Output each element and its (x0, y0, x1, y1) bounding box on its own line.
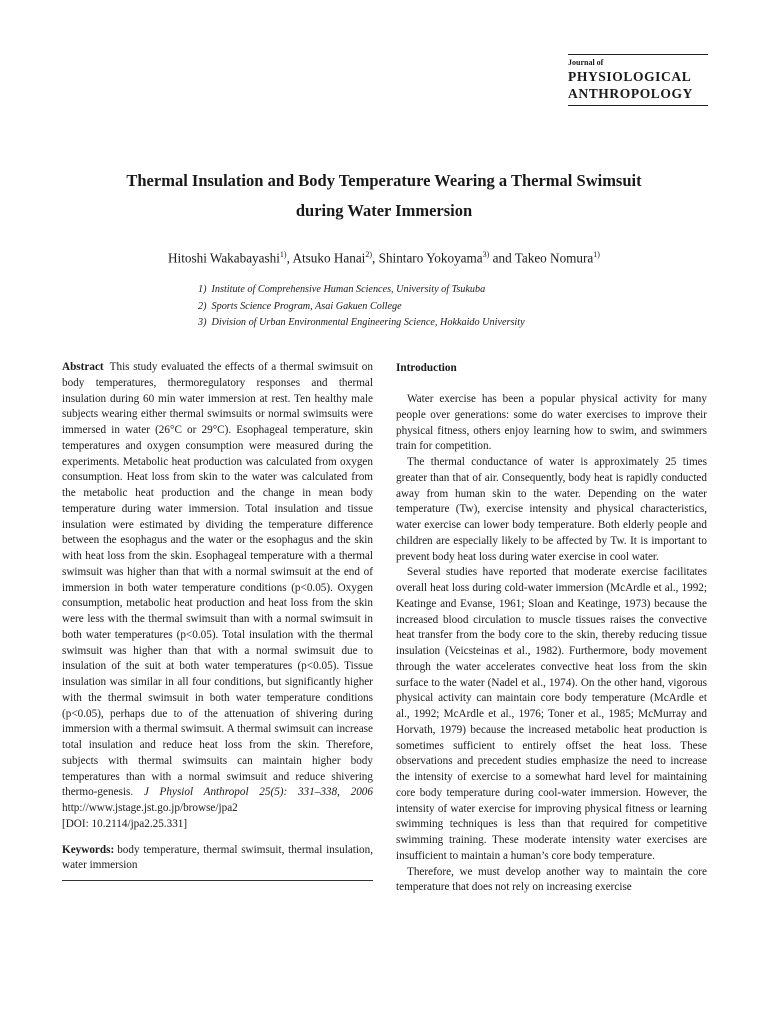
introduction-heading: Introduction (396, 362, 457, 374)
author-separator: , (286, 250, 293, 266)
author-affiliation-marker: 1) (279, 250, 287, 259)
author-affiliation-marker: 1) (593, 250, 600, 259)
affiliation-text: Sports Science Program, Asai Gakuen College (211, 300, 402, 312)
journal-url-link[interactable]: http://www.jstage.jst.go.jp/browse/jpa2 (62, 802, 238, 814)
journal-citation: J Physiol Anthropol 25(5): 331–338, 2006 (143, 786, 373, 799)
journal-prefix: Journal of (568, 58, 604, 67)
author-list (60, 246, 708, 267)
paper-title-line1: Thermal Insulation and Body Temperature Wearing a Thermal Swimsuit (126, 171, 642, 190)
introduction-paragraph: Therefore, we must develop another way to maintain the core temperature that does not rely on increasing exercise (396, 865, 707, 894)
author-name: Atsuko Hanai (292, 250, 366, 266)
abstract-body: This study evaluated the effects of a thermal swimsuit on body temperatures, thermoregulatory responses and thermal insulation during 60 min water immersion at rest. Ten healthy male subjects wearing either thermal swimsuits or normal swimsuits were immersed in water (26°C or 29°C). Esophageal temperature, skin temperatures and oxygen consumption were measured during the experiments. Metabolic heat production was calculated from oxygen consumption. Heat loss from skin to the water was calculated from the metabolic heat production and the change in mean body temperature during water immersion. Total insulation and tissue insulation were estimated by dividing the temperature difference between the esophagus and the water or the esophagus and the skin with heat loss from the skin. Esophageal temperature with a thermal swimsuit was higher than that with a normal swimsuit at the end of immersion in both water temperature conditions (p<0.05). Oxygen consumption, metabolic heat production and heat loss from the skin were less with the thermal swimsuit than with a normal swimsuit in both water temperatures (p<0.05). Total insulation with the thermal swimsuit was higher than that with a normal swimsuit due to insulation of the suit at both water temperatures (p<0.05). Tissue insulation was similar in all four conditions, but significantly higher with the thermal swimsuit in both water temperature conditions (p<0.05), perhaps due to of the attenuation of shivering during immersion with a thermal swimsuit. A thermal swimsuit can increase total insulation and reduce heat loss from the skin. Therefore, subjects with thermal swimsuits can maintain higher body temperatures than with a normal swimsuit and reduce shivering thermo-genesis. (62, 361, 373, 799)
journal-rule-bottom (568, 105, 708, 106)
affiliation-number: 1) (198, 284, 207, 295)
affiliation-list (198, 282, 678, 332)
journal-rule-top (568, 54, 708, 55)
author-affiliation-marker: 2) (365, 250, 373, 259)
affiliation-number: 3) (198, 317, 207, 328)
journal-name-line1: PHYSIOLOGICAL (568, 69, 692, 84)
abstract-block (62, 360, 373, 833)
paper-title-line2: during Water Immersion (295, 201, 473, 220)
abstract-divider (62, 880, 373, 881)
author-separator: , (372, 250, 379, 266)
affiliation-item (198, 282, 678, 299)
author-name: Shintaro Yokoyama (378, 250, 483, 266)
keywords-text: body temperature, thermal swimsuit, thermal insulation, water immersion (62, 843, 373, 872)
author-separator: and (489, 250, 515, 266)
introduction-paragraph: The thermal conductance of water is approximately 25 times greater than that of air. Consequently, body heat is rapidly conducted away from human skin to the water. Depending on the water temperature (Tw), exercise intensity and physical characteristics, water exercise can lower body temperature. Both elderly people and children are especially likely to be affected by Tw. It is important to prevent body heat loss during water exercise in cool water. (396, 456, 707, 563)
affiliation-item (198, 299, 678, 316)
author-name: Takeo Nomura (514, 250, 594, 266)
paper-title (60, 166, 708, 226)
author-name: Hitoshi Wakabayashi (168, 250, 280, 266)
affiliation-text: Division of Urban Environmental Engineering Science, Hokkaido University (211, 317, 525, 328)
keywords-block (62, 843, 373, 875)
abstract-heading: Abstract (62, 361, 104, 373)
introduction-paragraph: Several studies have reported that moderate exercise facilitates overall heat loss during cold-water immersion (McArdle et al., 1992; Keatinge and Evanse, 1961; Sloan and Keatinge, 1973) because the increased blood circulation to muscle tissues raises the convective heat transfer from the body core to the skin, thereby reducing tissue insulation (Veicsteinas et al., 1982). Furthermore, body movement through the water accelerates convective heat loss from the skin surface to the water (Nadel et al., 1974). On the other hand, vigorous physical activity can maintain core body temperature (McArdle et al., 1992; McArdle et al., 1976; Toner et al., 1985; McMurray and Horvath, 1979) because the increased metabolic heat production is sometimes sufficient to entirely offset the heat loss. These observations and precedent studies emphasize the need to increase the intensity of exercise to a somewhat hard level for maintaining core body temperature during cool-water immersion. However, the intensity of water exercise for improving physical fitness or learning swimming techniques is less than that required for competitive swimming training. These moderate intensity water exercises are insufficient to maintain a human’s core body temperature. (396, 566, 707, 862)
abstract-column (62, 360, 373, 881)
affiliation-number: 2) (198, 300, 207, 312)
keywords-heading: Keywords: (62, 843, 115, 856)
journal-logo (568, 54, 708, 106)
journal-name-line2: ANTHROPOLOGY (568, 86, 693, 101)
introduction-paragraph: Water exercise has been a popular physical activity for many people over generations: some do water exercises to improve their physical fitness, others enjoy learning how to swim, and swimmers train for competition. (396, 393, 707, 453)
author-affiliation-marker: 3) (482, 250, 490, 259)
introduction-column (396, 360, 707, 896)
doi-text: [DOI: 10.2114/jpa2.25.331] (62, 817, 188, 830)
affiliation-text: Institute of Comprehensive Human Sciences, University of Tsukuba (211, 284, 486, 295)
affiliation-item (198, 315, 678, 332)
